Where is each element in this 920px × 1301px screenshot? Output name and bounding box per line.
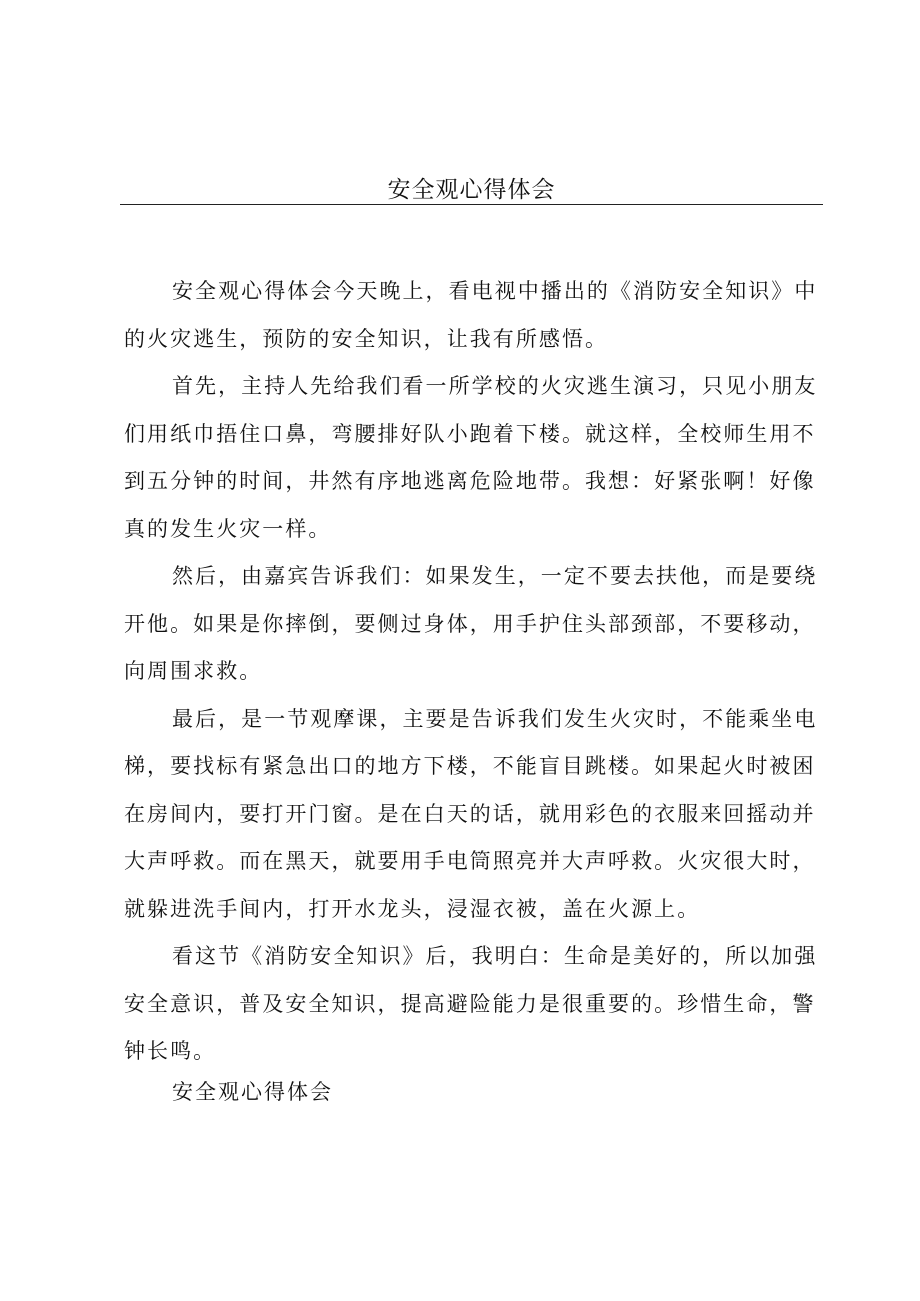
document-title: 安全观心得体会 [387,177,556,203]
paragraph-line: 大声呼救。而在黑天，就要用手电筒照亮并大声呼救。火灾很大时， [124,849,816,873]
paragraph-5 [124,933,823,1076]
title-underline [120,204,823,205]
paragraph-2 [124,363,823,553]
paragraph-line: 的火灾逃生，预防的安全知识，让我有所感悟。 [124,326,609,351]
paragraph-line: 然后，由嘉宾告诉我们：如果发生，一定不要去扶他，而是要绕 [172,564,818,588]
paragraph-1 [124,268,823,363]
paragraph-line: 看这节《消防安全知识》后，我明白：生命是美好的，所以加强 [172,944,818,968]
paragraph-line: 钟长鸣。 [124,1039,217,1063]
paragraph-3 [124,553,823,696]
paragraph-line: 梯，要找标有紧急出口的地方下楼，不能盲目跳楼。如果起火时被困 [124,754,816,778]
paragraph-line: 开他。如果是你摔倒，要侧过身体，用手护住头部颈部，不要移动， [124,611,816,636]
paragraph-line: 到五分钟的时间，井然有序地逃离危险地带。我想：好紧张啊！好像 [124,469,816,493]
paragraph-line: 就躲进洗手间内，打开水龙头，浸湿衣被，盖在火源上。 [124,896,701,921]
paragraph-line: 安全意识，普及安全知识，提高避险能力是很重要的。珍惜生命，警 [124,991,816,1016]
paragraph-line: 向周围求救。 [124,659,263,683]
paragraph-line: 真的发生火灾一样。 [124,516,332,541]
paragraph-line: 们用纸巾捂住口鼻，弯腰排好队小跑着下楼。就这样，全校师生用不 [124,421,816,446]
paragraph-line: 首先，主持人先给我们看一所学校的火灾逃生演习，只见小朋友 [172,374,818,398]
paragraph-line: 最后，是一节观摩课，主要是告诉我们发生火灾时，不能乘坐电 [172,706,818,731]
document-body [124,268,823,1076]
paragraph-4 [124,696,823,934]
paragraph-line: 在房间内，要打开门窗。是在白天的话，就用彩色的衣服来回摇动并 [124,801,816,826]
footer-title: 安全观心得体会 [172,1080,333,1104]
paragraph-line: 安全观心得体会今天晚上，看电视中播出的《消防安全知识》中 [172,279,818,303]
